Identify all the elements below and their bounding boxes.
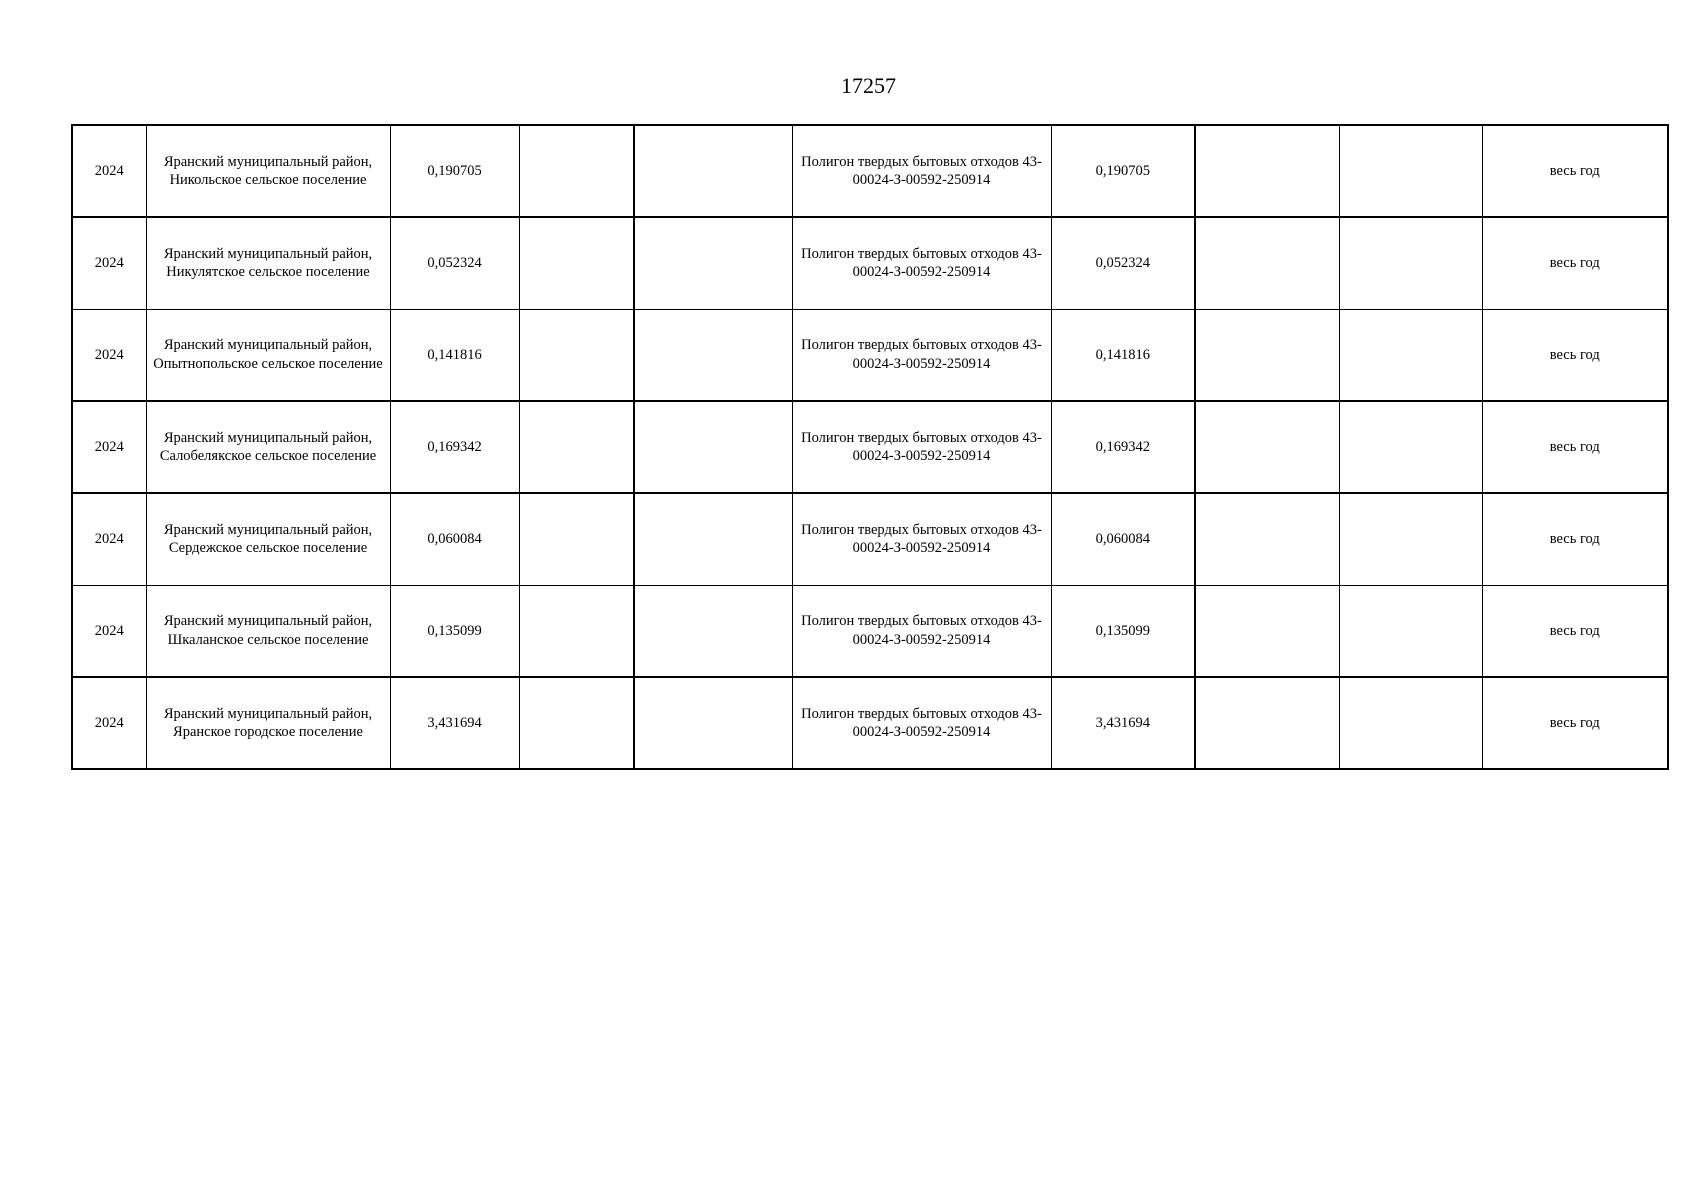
cell-period: весь год <box>1482 401 1668 493</box>
cell-year: 2024 <box>72 677 146 769</box>
cell-year: 2024 <box>72 585 146 677</box>
cell-empty-9 <box>1339 585 1482 677</box>
cell-facility: Полигон твердых бытовых отходов 43-00024-З-00592-250914 <box>792 493 1051 585</box>
cell-empty-8 <box>1195 585 1339 677</box>
cell-empty-5 <box>634 125 792 217</box>
table-row <box>72 125 1668 217</box>
cell-period: весь год <box>1482 585 1668 677</box>
cell-amount-placed: 0,060084 <box>1051 493 1195 585</box>
cell-empty-9 <box>1339 309 1482 401</box>
cell-territory: Яранский муниципальный район, Опытнопольское сельское поселение <box>146 309 390 401</box>
cell-empty-5 <box>634 309 792 401</box>
cell-empty-9 <box>1339 401 1482 493</box>
cell-empty-4 <box>519 677 634 769</box>
cell-empty-8 <box>1195 677 1339 769</box>
cell-facility: Полигон твердых бытовых отходов 43-00024-З-00592-250914 <box>792 401 1051 493</box>
cell-empty-4 <box>519 585 634 677</box>
cell-year: 2024 <box>72 217 146 309</box>
cell-empty-5 <box>634 217 792 309</box>
cell-period: весь год <box>1482 309 1668 401</box>
cell-empty-8 <box>1195 125 1339 217</box>
cell-territory: Яранский муниципальный район, Салобелякское сельское поселение <box>146 401 390 493</box>
cell-amount: 0,169342 <box>390 401 519 493</box>
cell-empty-5 <box>634 677 792 769</box>
cell-facility: Полигон твердых бытовых отходов 43-00024-З-00592-250914 <box>792 309 1051 401</box>
cell-year: 2024 <box>72 401 146 493</box>
cell-empty-8 <box>1195 217 1339 309</box>
cell-period: весь год <box>1482 677 1668 769</box>
table-row <box>72 677 1668 769</box>
cell-amount: 0,052324 <box>390 217 519 309</box>
cell-period: весь год <box>1482 125 1668 217</box>
cell-empty-4 <box>519 401 634 493</box>
cell-empty-5 <box>634 585 792 677</box>
cell-amount-placed: 0,169342 <box>1051 401 1195 493</box>
cell-empty-8 <box>1195 401 1339 493</box>
cell-empty-9 <box>1339 677 1482 769</box>
cell-period: весь год <box>1482 493 1668 585</box>
cell-empty-9 <box>1339 217 1482 309</box>
cell-empty-4 <box>519 217 634 309</box>
cell-year: 2024 <box>72 493 146 585</box>
cell-empty-4 <box>519 493 634 585</box>
table-row <box>72 493 1668 585</box>
cell-territory: Яранский муниципальный район, Шкаланское сельское поселение <box>146 585 390 677</box>
cell-empty-4 <box>519 309 634 401</box>
table-row <box>72 217 1668 309</box>
cell-year: 2024 <box>72 125 146 217</box>
cell-amount: 0,060084 <box>390 493 519 585</box>
cell-amount: 3,431694 <box>390 677 519 769</box>
cell-facility: Полигон твердых бытовых отходов 43-00024-З-00592-250914 <box>792 677 1051 769</box>
data-table <box>71 124 1669 770</box>
cell-empty-9 <box>1339 125 1482 217</box>
cell-empty-5 <box>634 401 792 493</box>
cell-amount-placed: 3,431694 <box>1051 677 1195 769</box>
cell-amount: 0,135099 <box>390 585 519 677</box>
table-row <box>72 401 1668 493</box>
cell-empty-8 <box>1195 309 1339 401</box>
cell-empty-5 <box>634 493 792 585</box>
cell-territory: Яранский муниципальный район, Никулятское сельское поселение <box>146 217 390 309</box>
cell-amount: 0,190705 <box>390 125 519 217</box>
cell-facility: Полигон твердых бытовых отходов 43-00024-З-00592-250914 <box>792 125 1051 217</box>
cell-empty-8 <box>1195 493 1339 585</box>
cell-period: весь год <box>1482 217 1668 309</box>
cell-amount: 0,141816 <box>390 309 519 401</box>
cell-amount-placed: 0,052324 <box>1051 217 1195 309</box>
cell-territory: Яранский муниципальный район, Никольское сельское поселение <box>146 125 390 217</box>
cell-amount-placed: 0,190705 <box>1051 125 1195 217</box>
cell-territory: Яранский муниципальный район, Яранское городское поселение <box>146 677 390 769</box>
page-number: 17257 <box>841 73 896 98</box>
table-body <box>72 125 1668 769</box>
cell-facility: Полигон твердых бытовых отходов 43-00024-З-00592-250914 <box>792 217 1051 309</box>
cell-empty-9 <box>1339 493 1482 585</box>
table-row <box>72 585 1668 677</box>
table-row <box>72 309 1668 401</box>
cell-amount-placed: 0,141816 <box>1051 309 1195 401</box>
cell-territory: Яранский муниципальный район, Сердежское сельское поселение <box>146 493 390 585</box>
cell-amount-placed: 0,135099 <box>1051 585 1195 677</box>
cell-facility: Полигон твердых бытовых отходов 43-00024-З-00592-250914 <box>792 585 1051 677</box>
cell-empty-4 <box>519 125 634 217</box>
cell-year: 2024 <box>72 309 146 401</box>
